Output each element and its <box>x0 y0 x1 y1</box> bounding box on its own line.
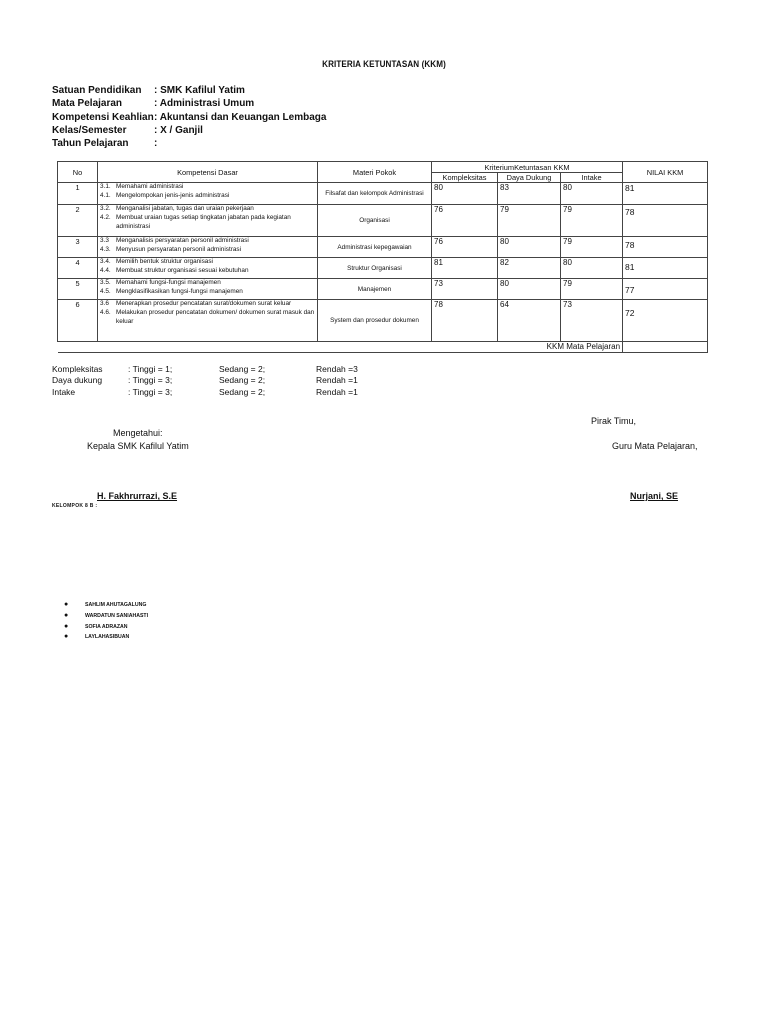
intake-value: 73 <box>561 300 623 342</box>
daya-dukung-value: 82 <box>498 258 561 279</box>
row-no: 3 <box>58 237 98 258</box>
kkm-mata-pelajaran-label: KKM Mata Pelajaran <box>58 342 623 353</box>
table-row <box>58 279 708 300</box>
kd-cell <box>98 205 318 237</box>
kd-text: Mengklasifikasikan fungsi-fungsi manajemen <box>116 287 243 295</box>
kd-text: Memahami administrasi <box>116 183 184 190</box>
row-no: 4 <box>58 258 98 279</box>
nilai-kkm-value: 78 <box>623 237 708 258</box>
info-row <box>52 84 326 97</box>
legend-low: Rendah =1 <box>316 386 358 397</box>
kkm-mata-pelajaran-value <box>623 342 708 353</box>
kd-text: Memahami fungsi-fungsi manajemen <box>116 279 221 286</box>
member-name: SAHLIM AHUTAGALUNG <box>85 602 147 608</box>
list-item <box>64 600 148 611</box>
intake-value: 80 <box>561 258 623 279</box>
bullet-icon: ● <box>64 633 69 641</box>
info-value: : Akuntansi dan Keuangan Lembaga <box>154 111 327 123</box>
head-name: H. Fakhrurrazi, S.E <box>97 491 178 501</box>
nilai-kkm-value: 78 <box>623 205 708 237</box>
kd-text: Mengelompokan jenis-jenis administrasi <box>116 191 230 199</box>
info-label: Kompetensi Keahlian <box>52 111 154 123</box>
kd-text: Menganalisis persyaratan personil administrasi <box>116 237 249 244</box>
table-row <box>58 300 708 342</box>
bullet-icon: ● <box>64 601 69 608</box>
legend-low: Rendah =1 <box>316 375 358 386</box>
info-label: Tahun Pelajaran <box>52 138 129 150</box>
info-value: : Administrasi Umum <box>154 98 255 110</box>
intake-value: 79 <box>561 279 623 300</box>
intake-value: 80 <box>561 183 623 205</box>
member-list <box>64 600 148 643</box>
legend-block <box>52 364 358 398</box>
table-footer-row <box>58 342 708 353</box>
legend-name: Kompleksitas <box>52 364 103 374</box>
kd-code: 3.3 <box>100 237 109 244</box>
info-label: Satuan Pendidikan <box>52 85 142 96</box>
materi-cell: Manajemen <box>318 279 432 300</box>
table-row <box>58 183 708 205</box>
materi-cell: Organisasi <box>318 205 432 237</box>
daya-dukung-value: 79 <box>498 205 561 237</box>
kd-code: 3.1. <box>100 183 111 190</box>
kd-code: 3.4. <box>100 258 111 265</box>
info-row <box>52 124 326 137</box>
kd-cell <box>98 237 318 258</box>
member-name: LAYLAHASIBUAN <box>85 634 130 641</box>
kd-code: 4.5. <box>100 287 111 295</box>
header-nilai-kkm: NILAI KKM <box>623 162 708 183</box>
info-label: Kelas/Semester <box>52 124 127 136</box>
kd-code: 4.3. <box>100 245 111 253</box>
legend-row <box>52 387 358 398</box>
materi-cell: System dan prosedur dokumen <box>318 300 432 342</box>
list-item <box>64 611 148 622</box>
kd-text: Menerapkan prosedur pencatatan surat/dokumen surat keluar <box>116 300 292 307</box>
signature-knowing: Mengetahui: <box>113 428 163 438</box>
row-no: 1 <box>58 183 98 205</box>
intake-value: 79 <box>561 205 623 237</box>
legend-row <box>52 375 358 386</box>
kompleksitas-value: 81 <box>432 258 498 279</box>
legend-high: : Tinggi = 3; <box>128 375 173 386</box>
daya-dukung-value: 64 <box>498 300 561 342</box>
head-role: Kepala SMK Kafilul Yatim <box>87 441 189 451</box>
legend-medium: Sedang = 2; <box>219 364 266 374</box>
info-row <box>52 111 326 124</box>
kd-text: Menganalisi jabatan, tugas dan uraian pekerjaan <box>116 205 254 212</box>
legend-medium: Sedang = 2; <box>219 386 266 397</box>
header-kompetensi-dasar: Kompetensi Dasar <box>98 162 318 183</box>
kd-text: Membuat uraian tugas setiap tingkatan jabatan pada kegiatan administrasi <box>116 213 291 230</box>
kd-code: 3.6 <box>100 300 109 307</box>
info-row <box>52 97 326 110</box>
legend-name: Intake <box>52 386 76 397</box>
legend-high: : Tinggi = 1; <box>128 364 173 374</box>
kd-code: 4.6. <box>100 308 111 316</box>
intake-value: 79 <box>561 237 623 258</box>
row-no: 6 <box>58 300 98 342</box>
daya-dukung-value: 80 <box>498 279 561 300</box>
list-item <box>64 632 148 643</box>
table-row <box>58 258 708 279</box>
kd-text: Melakukan prosedur pencatatan dokumen/ dokumen surat masuk dan keluar <box>116 308 315 325</box>
kompleksitas-value: 78 <box>432 300 498 342</box>
row-no: 2 <box>58 205 98 237</box>
kd-cell <box>98 258 318 279</box>
info-value: : <box>154 138 158 150</box>
group-label: KELOMPOK 8 B : <box>52 503 98 509</box>
info-label: Mata Pelajaran <box>52 98 123 110</box>
table-row <box>58 205 708 237</box>
nilai-kkm-value: 72 <box>623 300 708 342</box>
kompleksitas-value: 76 <box>432 237 498 258</box>
kompleksitas-value: 76 <box>432 205 498 237</box>
identity-block <box>52 84 326 150</box>
kd-cell <box>98 300 318 342</box>
daya-dukung-value: 80 <box>498 237 561 258</box>
kd-text: Membuat struktur organisasi sesuai kebutuhan <box>116 266 249 274</box>
kompleksitas-value: 80 <box>432 183 498 205</box>
header-materi-pokok: Materi Pokok <box>318 162 432 183</box>
daya-dukung-value: 83 <box>498 183 561 205</box>
member-name: WARDATUN SANIAHASTI <box>85 612 149 619</box>
member-name: SOFIA ADRAZAN <box>85 623 128 630</box>
info-value: : X / Ganjil <box>154 124 203 136</box>
nilai-kkm-value: 77 <box>623 279 708 300</box>
kd-code: 4.2. <box>100 213 111 221</box>
kompleksitas-value: 73 <box>432 279 498 300</box>
kd-cell <box>98 183 318 205</box>
row-no: 5 <box>58 279 98 300</box>
signature-place: Pirak Timu, <box>591 416 637 426</box>
list-item <box>64 622 148 633</box>
info-value: : SMK Kafilul Yatim <box>154 85 245 96</box>
kd-cell <box>98 279 318 300</box>
header-daya-dukung: Daya Dukung <box>498 173 561 183</box>
legend-high: : Tinggi = 3; <box>128 386 173 397</box>
legend-row <box>52 364 358 375</box>
kd-code: 3.2. <box>100 205 111 212</box>
kd-code: 4.1. <box>100 191 111 199</box>
table-row <box>58 237 708 258</box>
kd-code: 3.5. <box>100 279 111 286</box>
teacher-name: Nurjani, SE <box>630 491 679 501</box>
bullet-icon: ● <box>64 622 69 630</box>
nilai-kkm-value: 81 <box>623 258 708 279</box>
header-no: No <box>58 162 98 183</box>
header-intake: Intake <box>561 173 623 183</box>
materi-cell: Struktur Organisasi <box>318 258 432 279</box>
legend-medium: Sedang = 2; <box>219 375 266 386</box>
legend-name: Daya dukung <box>52 375 103 386</box>
materi-cell: Administrasi kepegawaian <box>318 237 432 258</box>
legend-low: Rendah =3 <box>316 364 358 374</box>
kd-text: Memilih bentuk struktur organisasi <box>116 258 213 265</box>
kd-text: Menyusun persyaratan personil administrasi <box>116 245 242 253</box>
kkm-table <box>57 161 708 353</box>
header-kriterium: KriteriumKetuntasan KKM <box>432 162 623 173</box>
nilai-kkm-value: 81 <box>623 183 708 205</box>
bullet-icon: ● <box>64 611 69 619</box>
kd-code: 4.4. <box>100 266 111 274</box>
header-kompleksitas: Kompleksitas <box>432 173 498 183</box>
document-title: KRITERIA KETUNTASAN (KKM) <box>322 59 446 69</box>
info-row <box>52 137 326 150</box>
materi-cell: Filsafat dan kelompok Administrasi <box>318 183 432 205</box>
teacher-role: Guru Mata Pelajaran, <box>612 441 698 451</box>
